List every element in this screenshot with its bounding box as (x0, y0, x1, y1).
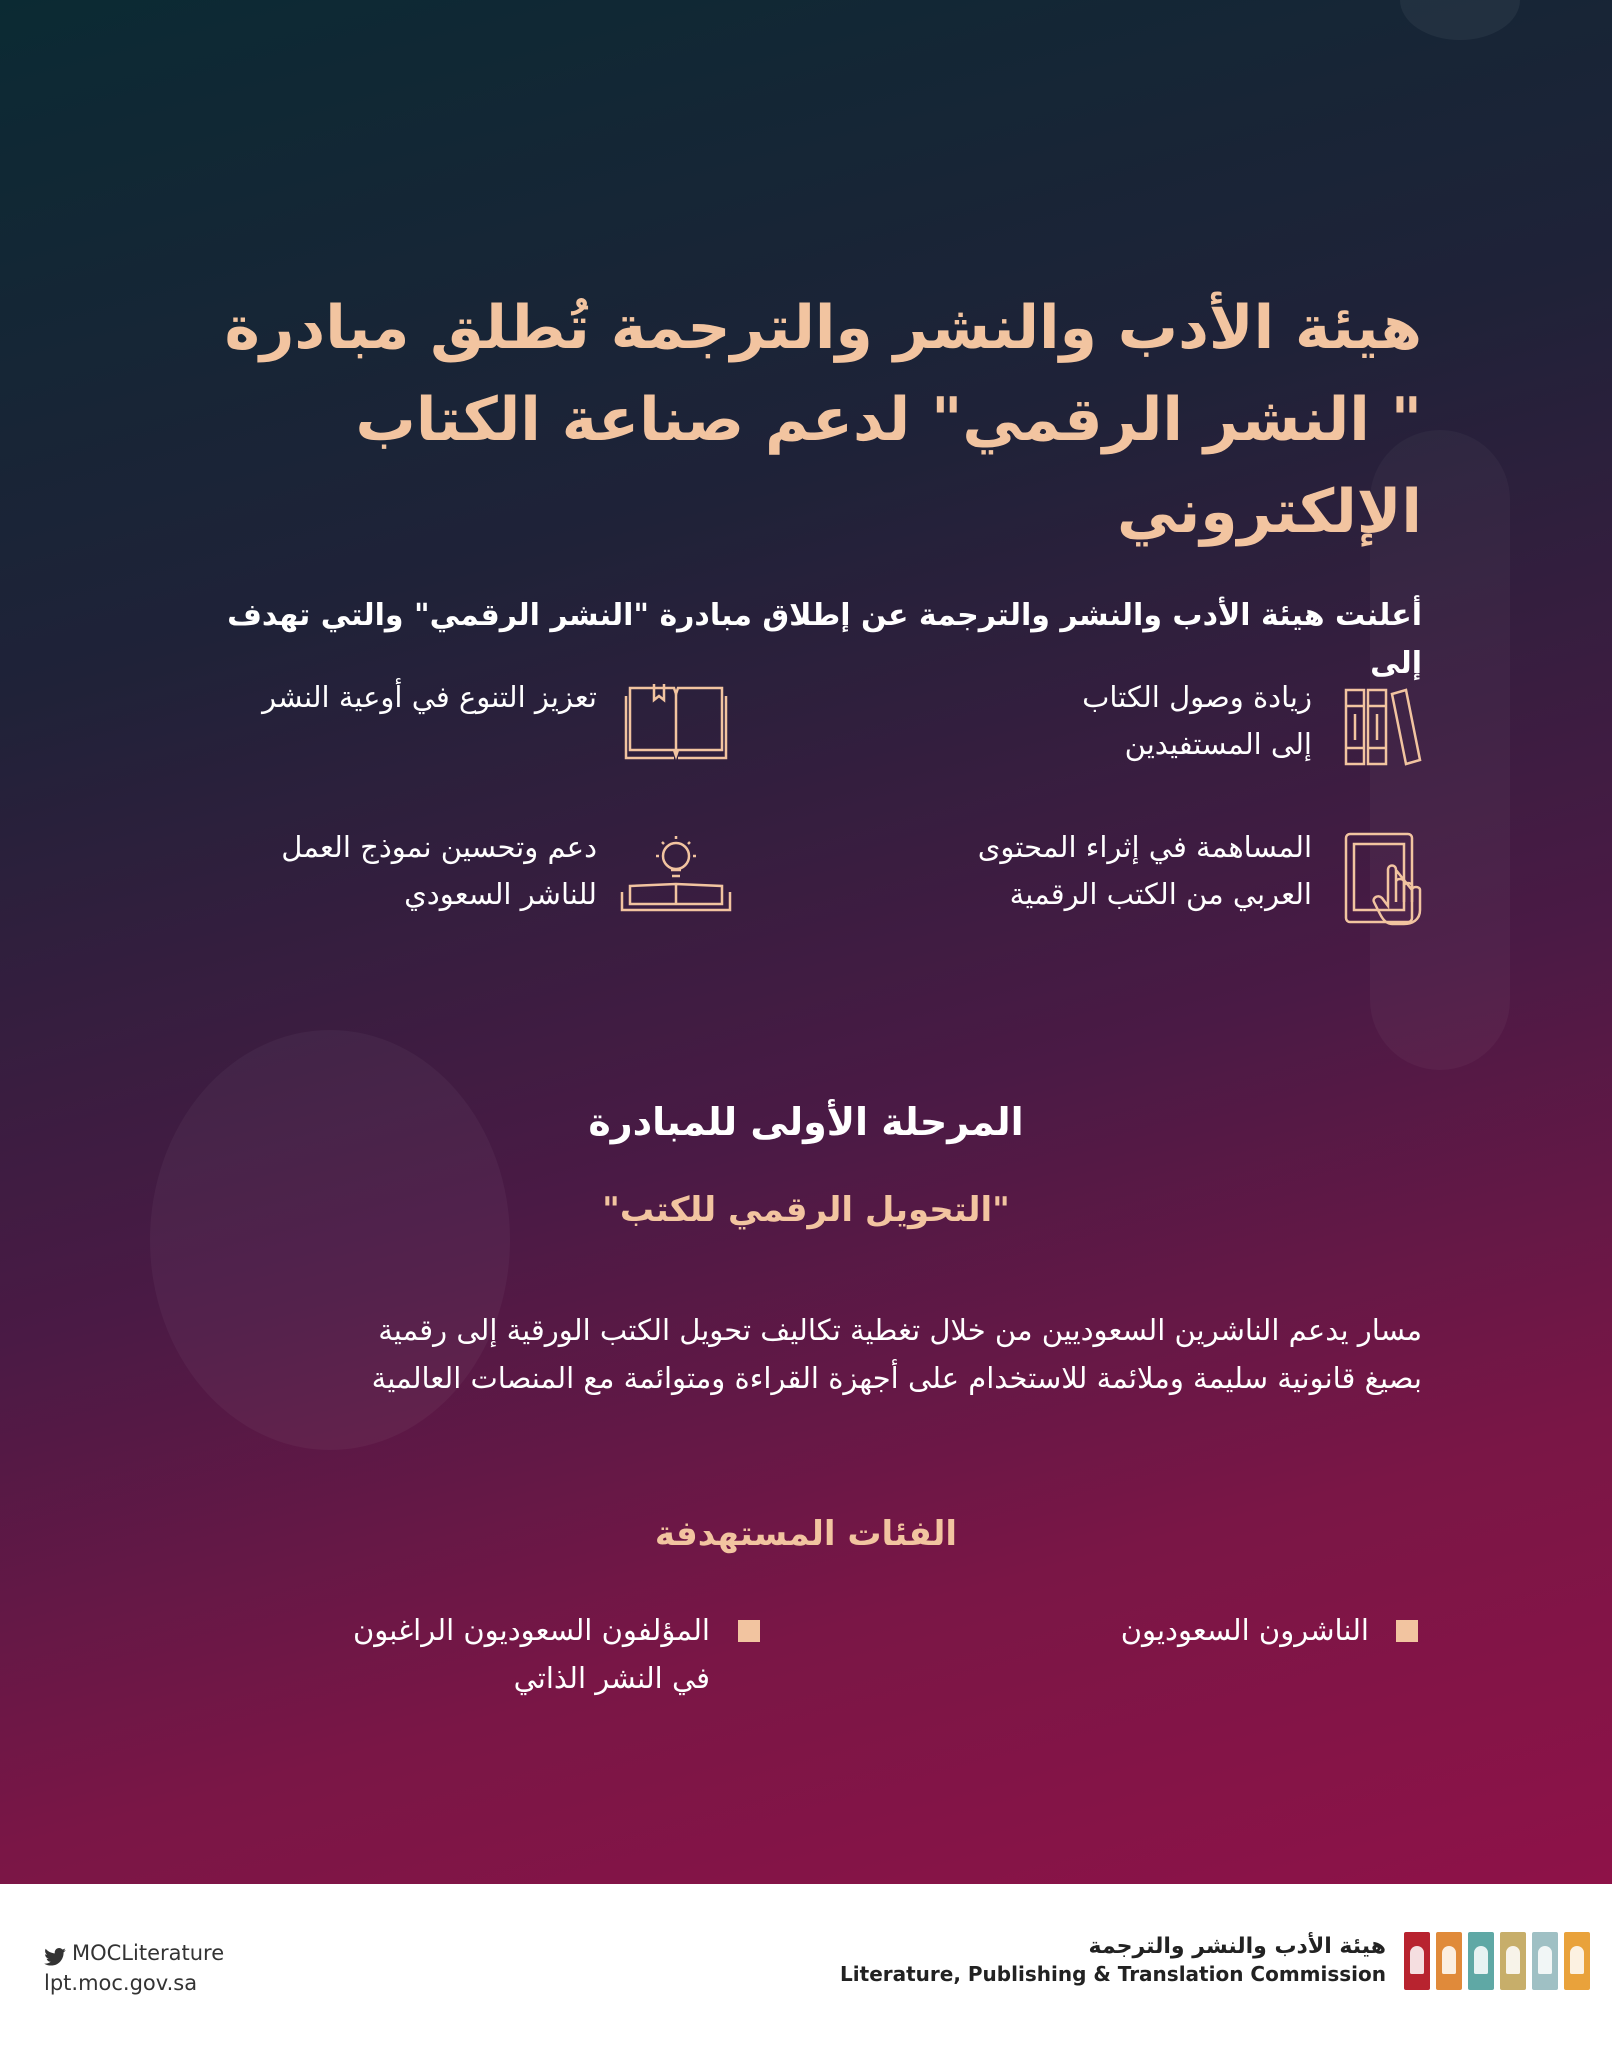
intro-text: أعلنت هيئة الأدب والنشر والترجمة عن إطلاق مبادرة "النشر الرقمي" والتي تهدف إلى (227, 598, 1422, 681)
social-handle[interactable]: MOCLiterature (72, 1941, 225, 1965)
logo-bar (1500, 1932, 1526, 1990)
target-item: الناشرون السعوديون (1120, 1613, 1369, 1647)
title-line-1: هيئة الأدب والنشر والترجمة تُطلق مبادرة (224, 293, 1422, 363)
goal-item: تعزيز التنوع في أوعية النشر (262, 680, 597, 714)
logo-bar (1468, 1932, 1494, 1990)
logo-bar (1564, 1932, 1590, 1990)
goal-item: دعم وتحسين نموذج العمل للناشر السعودي (281, 830, 597, 911)
bullet-square (1396, 1620, 1418, 1642)
logo-bar (1436, 1932, 1462, 1990)
books-icon (1342, 684, 1422, 774)
goal-item: زيادة وصول الكتاب إلى المستفيدين (1082, 680, 1312, 761)
logo-bar (1404, 1932, 1430, 1990)
phase-title: المرحلة الأولى للمبادرة (588, 1100, 1024, 1144)
logo-bar (1532, 1932, 1558, 1990)
target-item: المؤلفون السعوديون الراغبون في النشر الذاتي (352, 1613, 710, 1695)
phase-description: مسار يدعم الناشرين السعوديين من خلال تغطية تكاليف تحويل الكتب الورقية إلى رقمية بصيغ قانونية سليمة وملائمة للاستخدام على أجهزة القراءة ومتوائمة مع المنصات العالمية (371, 1313, 1422, 1395)
open-book-icon (624, 680, 728, 766)
phase-subtitle: "التحويل الرقمي للكتب" (602, 1190, 1010, 1230)
lpt-logo (1404, 1932, 1590, 1990)
twitter-icon[interactable] (44, 1944, 66, 1962)
title-line-2: " النشر الرقمي" لدعم صناعة الكتاب الإلكتروني (355, 385, 1422, 547)
targets-heading: الفئات المستهدفة (654, 1514, 958, 1554)
website-link[interactable]: lpt.moc.gov.sa (44, 1971, 198, 1995)
page-title (182, 282, 1422, 558)
lightbulb-book-icon (620, 834, 732, 918)
social-info (44, 1938, 224, 1998)
decorative-glow (1400, 0, 1520, 40)
brand-name-english: Literature, Publishing & Translation Commission (840, 1962, 1386, 1986)
bullet-square (738, 1620, 760, 1642)
goal-item: المساهمة في إثراء المحتوى العربي من الكتب الرقمية (977, 830, 1312, 911)
tablet-touch-icon (1342, 830, 1426, 930)
brand-name-arabic: هيئة الأدب والنشر والترجمة (1088, 1934, 1386, 1959)
